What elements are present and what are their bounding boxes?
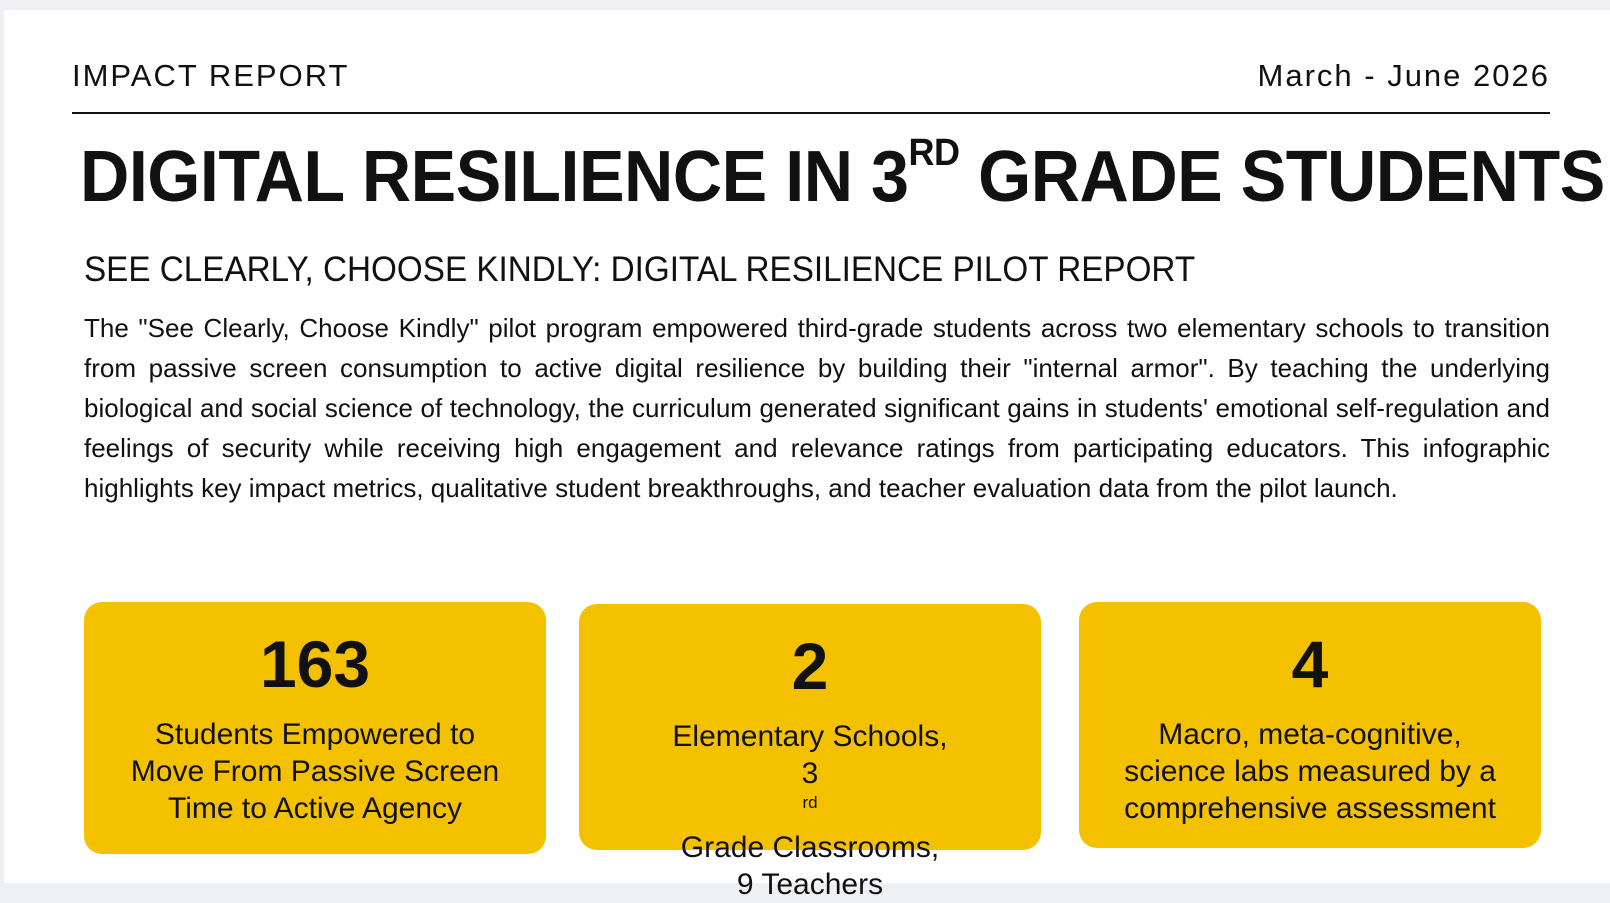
stat-value: 2 (791, 629, 829, 703)
stat-label-line: Elementary Schools, (672, 720, 948, 753)
stat-label-line: science labs measured by a (1124, 755, 1496, 788)
stat-label-line: Time to Active Agency (167, 792, 463, 825)
stat-label (579, 718, 1041, 903)
stat-label (1079, 716, 1541, 827)
stat-card-schools (579, 604, 1041, 901)
grade-ordinal-suffix: rd (802, 793, 818, 812)
stat-label-line: comprehensive assessment (1124, 792, 1496, 825)
stat-value: 163 (259, 627, 371, 701)
page-subtitle: SEE CLEARLY, CHOOSE KINDLY: DIGITAL RESILIENCE PILOT REPORT (84, 250, 1196, 289)
stat-label-line: 9 Teachers (736, 868, 884, 901)
title-text-start: DIGITAL RESILIENCE IN 3 (80, 137, 909, 217)
report-kicker: IMPACT REPORT (72, 58, 350, 93)
grade-classrooms-text: Grade Classrooms, (680, 831, 940, 864)
stats-row (84, 602, 1550, 901)
title-ordinal-suffix: RD (908, 132, 960, 174)
report-date-range: March - June 2026 (1257, 58, 1550, 93)
intro-paragraph: The "See Clearly, Choose Kindly" pilot program empowered third-grade students across two elementary schools to transition from passive screen consumption to active digital resilience by building their "internal armor". By teaching the underlying biological and social science of technology, the curriculum generated significant gains in students' emotional self-regulation and feelings of security while receiving high engagement and relevance ratings from participating educators. This infographic highlights key impact metrics, qualitative student breakthroughs, and teacher evaluation data from the pilot launch. (84, 313, 1550, 503)
stat-label-line: Move From Passive Screen (130, 755, 500, 788)
grade-number: 3 (801, 757, 819, 790)
stat-card-students (84, 602, 546, 854)
report-page (4, 10, 1610, 901)
stat-label (84, 716, 546, 827)
stat-value: 4 (1291, 627, 1329, 701)
stat-label-line (579, 755, 1041, 866)
title-text-end: GRADE STUDENTS (959, 137, 1605, 217)
page-title (80, 132, 1605, 222)
report-header (72, 58, 1550, 114)
stat-label-line: Macro, meta-cognitive, (1158, 718, 1462, 751)
stat-card-labs (1079, 602, 1541, 848)
stat-label-line: Students Empowered to (154, 718, 476, 751)
